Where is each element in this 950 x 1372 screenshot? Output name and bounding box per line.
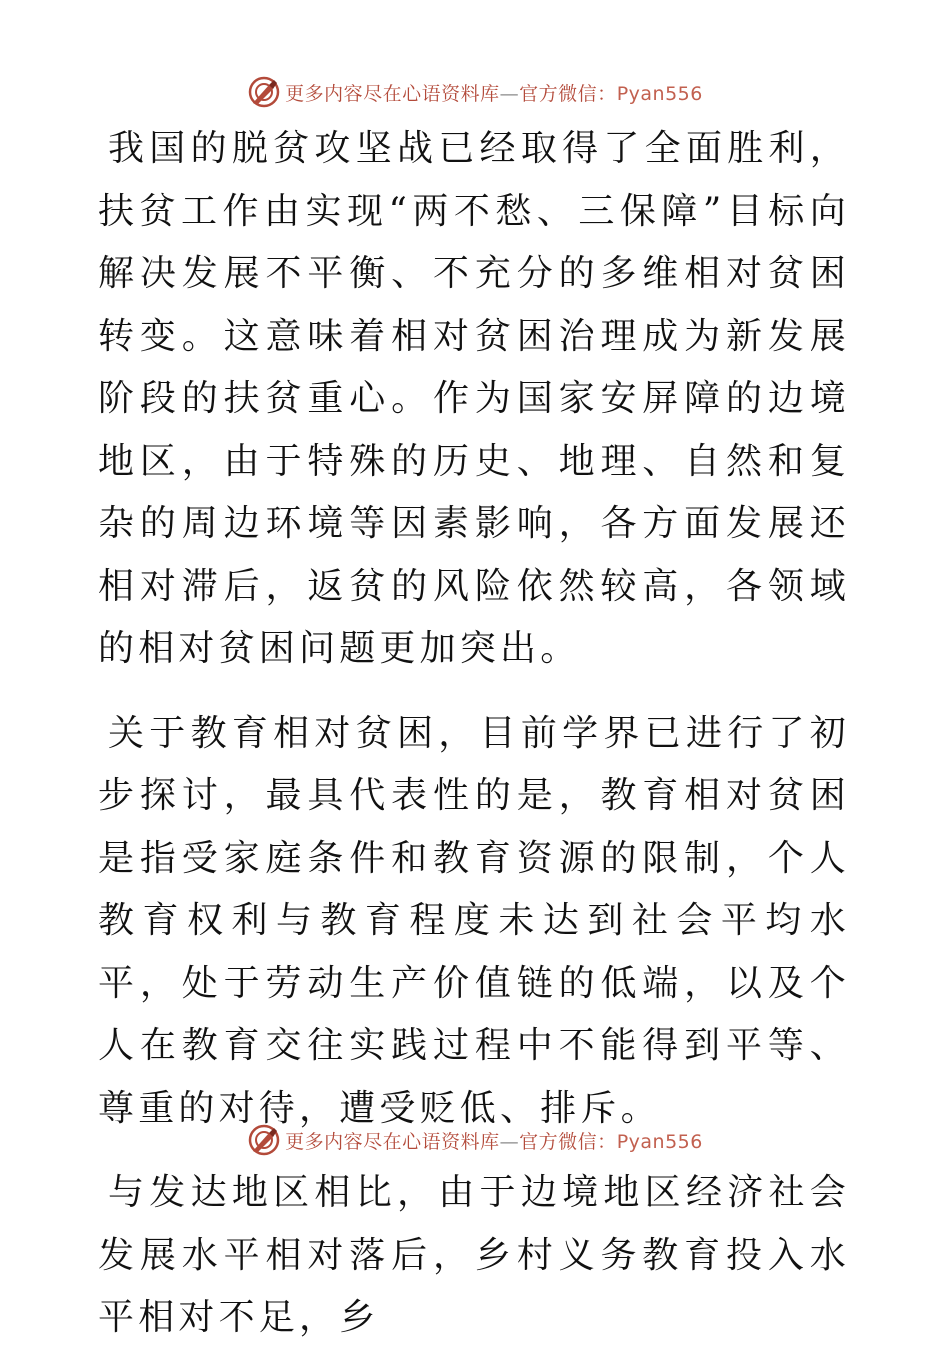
pen-logo-icon bbox=[247, 75, 281, 109]
footer-banner bbox=[0, 1120, 950, 1160]
header-contact-label: 官方微信： bbox=[519, 82, 617, 105]
paragraph-3: 与发达地区相比，由于边境地区经济社会发展水平相对落后，乡村义务教育投入水平相对不足，乡 bbox=[98, 1172, 850, 1338]
footer-banner-text bbox=[285, 1127, 703, 1154]
footer-brand: 更多内容尽在心语资料库 bbox=[285, 1130, 500, 1153]
pen-logo-icon bbox=[247, 1123, 281, 1157]
header-separator: — bbox=[499, 82, 520, 105]
footer-separator: — bbox=[499, 1130, 520, 1153]
document-body bbox=[98, 118, 850, 1372]
paragraph-2: 关于教育相对贫困，目前学界已进行了初步探讨，最具代表性的是，教育相对贫困是指受家庭条件和教育资源的限制，个人教育权利与教育程度未达到社会平均水平，处于劳动生产价值链的低端，以及个人在教育交往实践过程中不能得到平等、尊重的对待，遭受贬低、排斥。 bbox=[98, 712, 850, 1129]
header-banner-text bbox=[285, 79, 703, 106]
header-brand: 更多内容尽在心语资料库 bbox=[285, 82, 500, 105]
footer-contact-id: Pyan556 bbox=[616, 1130, 703, 1153]
header-contact-id: Pyan556 bbox=[616, 82, 703, 105]
paragraph-1: 我国的脱贫攻坚战已经取得了全面胜利，扶贫工作由实现“两不愁、三保障”目标向解决发展不平衡、不充分的多维相对贫困转变。这意味着相对贫困治理成为新发展阶段的扶贫重心。作为国家安屏障的边境地区，由于特殊的历史、地理、自然和复杂的周边环境等因素影响，各方面发展还相对滞后，返贫的风险依然较高，各领域的相对贫困问题更加突出。 bbox=[98, 128, 850, 669]
header-banner bbox=[0, 72, 950, 112]
footer-contact-label: 官方微信： bbox=[519, 1130, 617, 1153]
